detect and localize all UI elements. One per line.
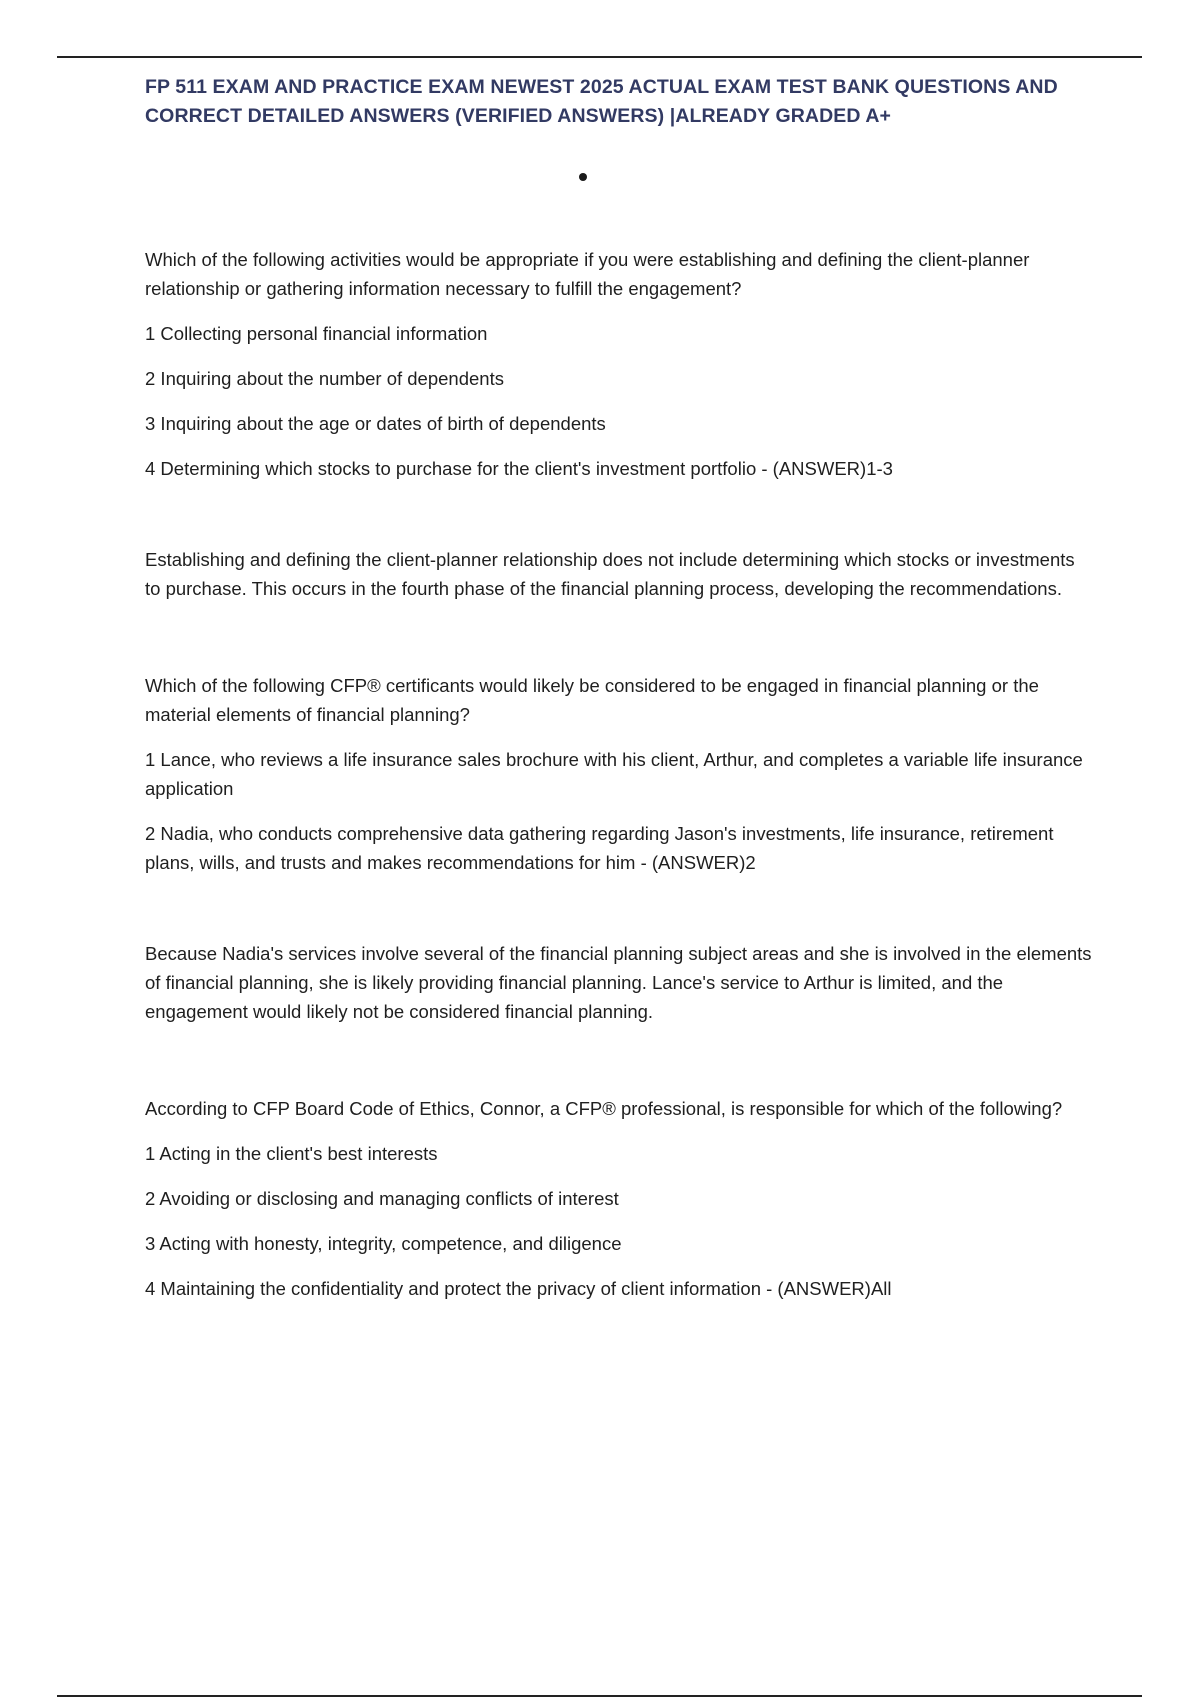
qa-block-1: [145, 245, 1095, 603]
question-3: According to CFP Board Code of Ethics, Connor, a CFP® professional, is responsible for which of the following?: [145, 1098, 1063, 1119]
question-2-option-1: 1 Lance, who reviews a life insurance sales brochure with his client, Arthur, and completes a variable life insurance application: [145, 749, 1083, 799]
qa-block-2: [145, 671, 1095, 1026]
question-3-option-3: 3 Acting with honesty, integrity, competence, and diligence: [145, 1233, 622, 1254]
document-title: FP 511 EXAM AND PRACTICE EXAM NEWEST 2025 ACTUAL EXAM TEST BANK QUESTIONS AND CORRECT DETAILED ANSWERS (VERIFIED ANSWERS) |ALREADY GRADED A+: [145, 76, 1058, 127]
question-2-option-2: 2 Nadia, who conducts comprehensive data gathering regarding Jason's investments, life insurance, retirement plans, wills, and trusts and makes recommendations for him - (ANSWER)2: [145, 823, 1054, 873]
top-rule: [57, 56, 1142, 58]
question-1-option-1: 1 Collecting personal financial information: [145, 323, 488, 344]
bottom-rule: [57, 1695, 1142, 1697]
qa-block-3: [145, 1094, 1095, 1303]
question-1-option-4: 4 Determining which stocks to purchase for the client's investment portfolio - (ANSWER)1-3: [145, 458, 893, 479]
question-3-option-2: 2 Avoiding or disclosing and managing conflicts of interest: [145, 1188, 619, 1209]
document-body: [145, 245, 1095, 1303]
question-1-option-2: 2 Inquiring about the number of dependents: [145, 368, 504, 389]
question-2-explanation: Because Nadia's services involve several of the financial planning subject areas and she is involved in the elements of financial planning, she is likely providing financial planning. Lance's service to Arthur is limited, and the engagement would likely not be considered financial planning.: [145, 943, 1092, 1022]
bullet-dot: [579, 173, 587, 181]
question-3-option-1: 1 Acting in the client's best interests: [145, 1143, 438, 1164]
question-1-explanation: Establishing and defining the client-planner relationship does not include determining which stocks or investments to purchase. This occurs in the fourth phase of the financial planning process, developing the recommendations.: [145, 549, 1075, 599]
question-1-option-3: 3 Inquiring about the age or dates of birth of dependents: [145, 413, 606, 434]
question-1: Which of the following activities would be appropriate if you were establishing and defining the client-planner relationship or gathering information necessary to fulfill the engagement?: [145, 249, 1030, 299]
question-2: Which of the following CFP® certificants would likely be considered to be engaged in financial planning or the material elements of financial planning?: [145, 675, 1039, 725]
question-3-option-4: 4 Maintaining the confidentiality and protect the privacy of client information - (ANSWER)All: [145, 1278, 892, 1299]
